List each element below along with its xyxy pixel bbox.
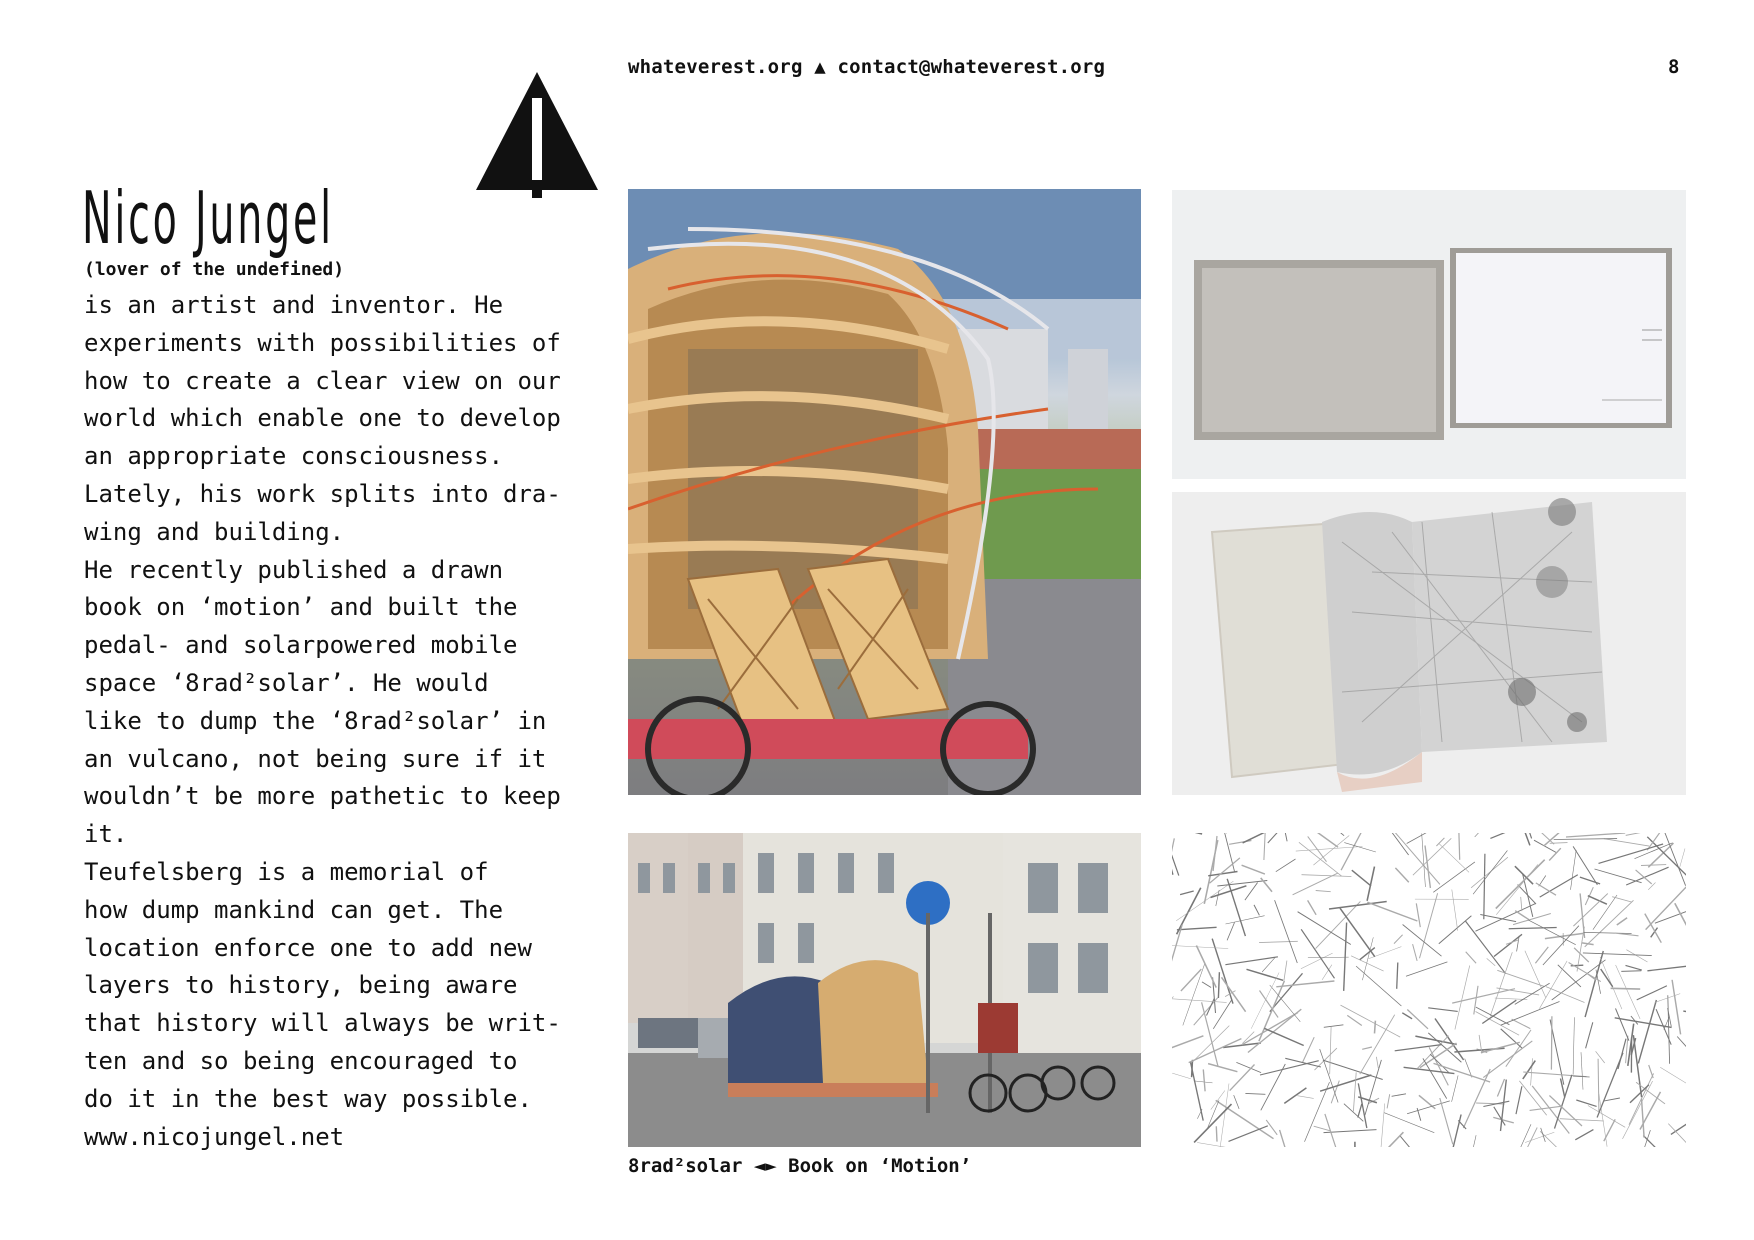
bio-line: space ‘8rad²solar’. He would — [84, 668, 489, 697]
bio-line: wouldn’t be more pathetic to keep — [84, 782, 561, 811]
bio-line: Lately, his work splits into dra- — [84, 479, 561, 508]
bio-line: like to dump the ‘8rad²solar’ in — [84, 706, 547, 735]
photo-drawn-book — [1172, 492, 1686, 795]
bio-line: an appropriate consciousness. — [84, 442, 504, 471]
bio-line: do it in the best way possible. — [84, 1084, 532, 1113]
image-caption: 8rad²solar ◄► Book on ‘Motion’ — [628, 1155, 972, 1177]
bio-line: world which enable one to develop — [84, 404, 561, 433]
bio-line: location enforce one to add new — [84, 933, 532, 962]
photo-8rad-solar-vehicle — [628, 189, 1141, 795]
bio-line: experiments with possibilities of — [84, 328, 561, 357]
website-link[interactable]: www.nicojungel.net — [84, 1122, 345, 1151]
bio-line: it. — [84, 820, 128, 849]
bio-line: how to create a clear view on our — [84, 366, 561, 395]
header-contact-line: whateverest.org ▲ contact@whateverest.org — [628, 56, 1106, 78]
photo-book-box — [1172, 190, 1686, 479]
bio-text — [84, 287, 604, 1156]
bio-line: layers to history, being aware — [84, 971, 518, 1000]
page-title: Nico Jungel — [82, 176, 334, 260]
bio-line: how dump mankind can get. The — [84, 895, 504, 924]
bio-line: an vulcano, not being sure if it — [84, 744, 547, 773]
bio-line: book on ‘motion’ and built the — [84, 593, 518, 622]
bio-line: ten and so being encouraged to — [84, 1046, 518, 1075]
drawing-motion-lines — [1172, 833, 1686, 1147]
bio-line: is an artist and inventor. He — [84, 291, 504, 319]
subtitle: (lover of the undefined) — [84, 259, 345, 280]
photo-8rad-solar-street — [628, 833, 1141, 1147]
bio-line: that history will always be writ- — [84, 1009, 561, 1038]
bio-line: pedal- and solarpowered mobile — [84, 631, 518, 660]
bio-line: wing and building. — [84, 517, 345, 546]
bio-line: He recently published a drawn — [84, 555, 504, 584]
triangle-tree-logo-icon — [474, 70, 600, 198]
bio-line: Teufelsberg is a memorial of — [84, 857, 489, 886]
page-number: 8 — [1668, 56, 1680, 78]
